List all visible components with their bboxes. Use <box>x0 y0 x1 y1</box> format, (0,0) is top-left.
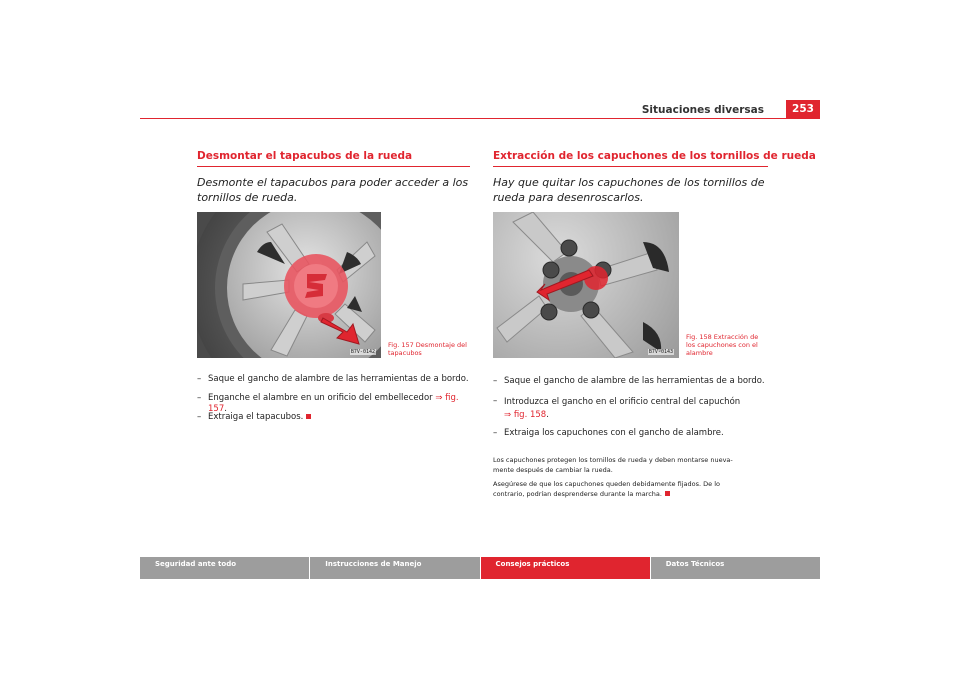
footer-tab-instrucciones[interactable]: Instrucciones de Manejo <box>310 557 480 579</box>
right-step-2: – Introduzca el gancho en el orificio central del capuchón ⇒ fig. 158. <box>493 396 741 420</box>
left-step-2: – Enganche el alambre en un orificio del embellecedor ⇒ fig. 157. <box>197 393 459 414</box>
footer-tab-consejos[interactable]: Consejos prácticos <box>481 557 651 579</box>
footer-nav <box>140 557 820 579</box>
page-number: 253 <box>786 100 820 118</box>
section-end-mark <box>306 414 311 419</box>
right-step-3: – Extraiga los capuchones con el gancho de alambre. <box>493 428 724 438</box>
left-step-3: – Extraiga el tapacubos. <box>197 412 477 423</box>
header-rule <box>140 118 820 119</box>
footer-tab-seguridad[interactable]: Seguridad ante todo <box>140 557 310 579</box>
left-step-1: – Saque el gancho de alambre de las herramientas de a bordo. <box>197 374 469 384</box>
left-section-heading: Desmontar el tapacubos de la rueda <box>197 150 470 167</box>
right-section-heading: Extracción de los capuchones de los tornillos de rueda <box>493 150 768 167</box>
note-end-mark <box>665 491 670 496</box>
right-section <box>493 150 816 205</box>
hubcap-illustration <box>197 212 381 358</box>
right-section-intro: Hay que quitar los capuchones de los tornillos de rueda para desenroscarlos. <box>493 176 765 204</box>
figure-157-image <box>197 212 381 358</box>
footer-tab-datos[interactable]: Datos Técnicos <box>651 557 820 579</box>
left-section-intro: Desmonte el tapacubos para poder acceder a los tornillos de rueda. <box>197 176 469 204</box>
figure-157-code: B7V-0142 <box>350 349 375 355</box>
right-note: Los capuchones protegen los tornillos de rueda y deben montarse nueva- mente después de cambiar la rueda. Asegúrese de que los capuchones queden debidamente fijados. De lo contrario, podrían desprenderse durante la marcha. <box>493 456 733 498</box>
fig-158-link[interactable]: ⇒ fig. 158 <box>504 410 547 420</box>
figure-158-image <box>493 212 679 358</box>
figure-157-caption: Fig. 157 Desmontaje del tapacubos <box>388 341 467 357</box>
wheel-bolt-illustration <box>493 212 679 358</box>
figure-158-code: B7V-0143 <box>648 349 673 355</box>
fig-157-link[interactable]: ⇒ fig. 157 <box>208 393 459 414</box>
running-header-title: Situaciones diversas <box>641 104 764 116</box>
left-section <box>197 150 470 205</box>
figure-158-caption: Fig. 158 Extracción de los capuchones con el alambre <box>686 333 759 357</box>
right-step-1: – Saque el gancho de alambre de las herramientas de a bordo. <box>493 376 765 386</box>
